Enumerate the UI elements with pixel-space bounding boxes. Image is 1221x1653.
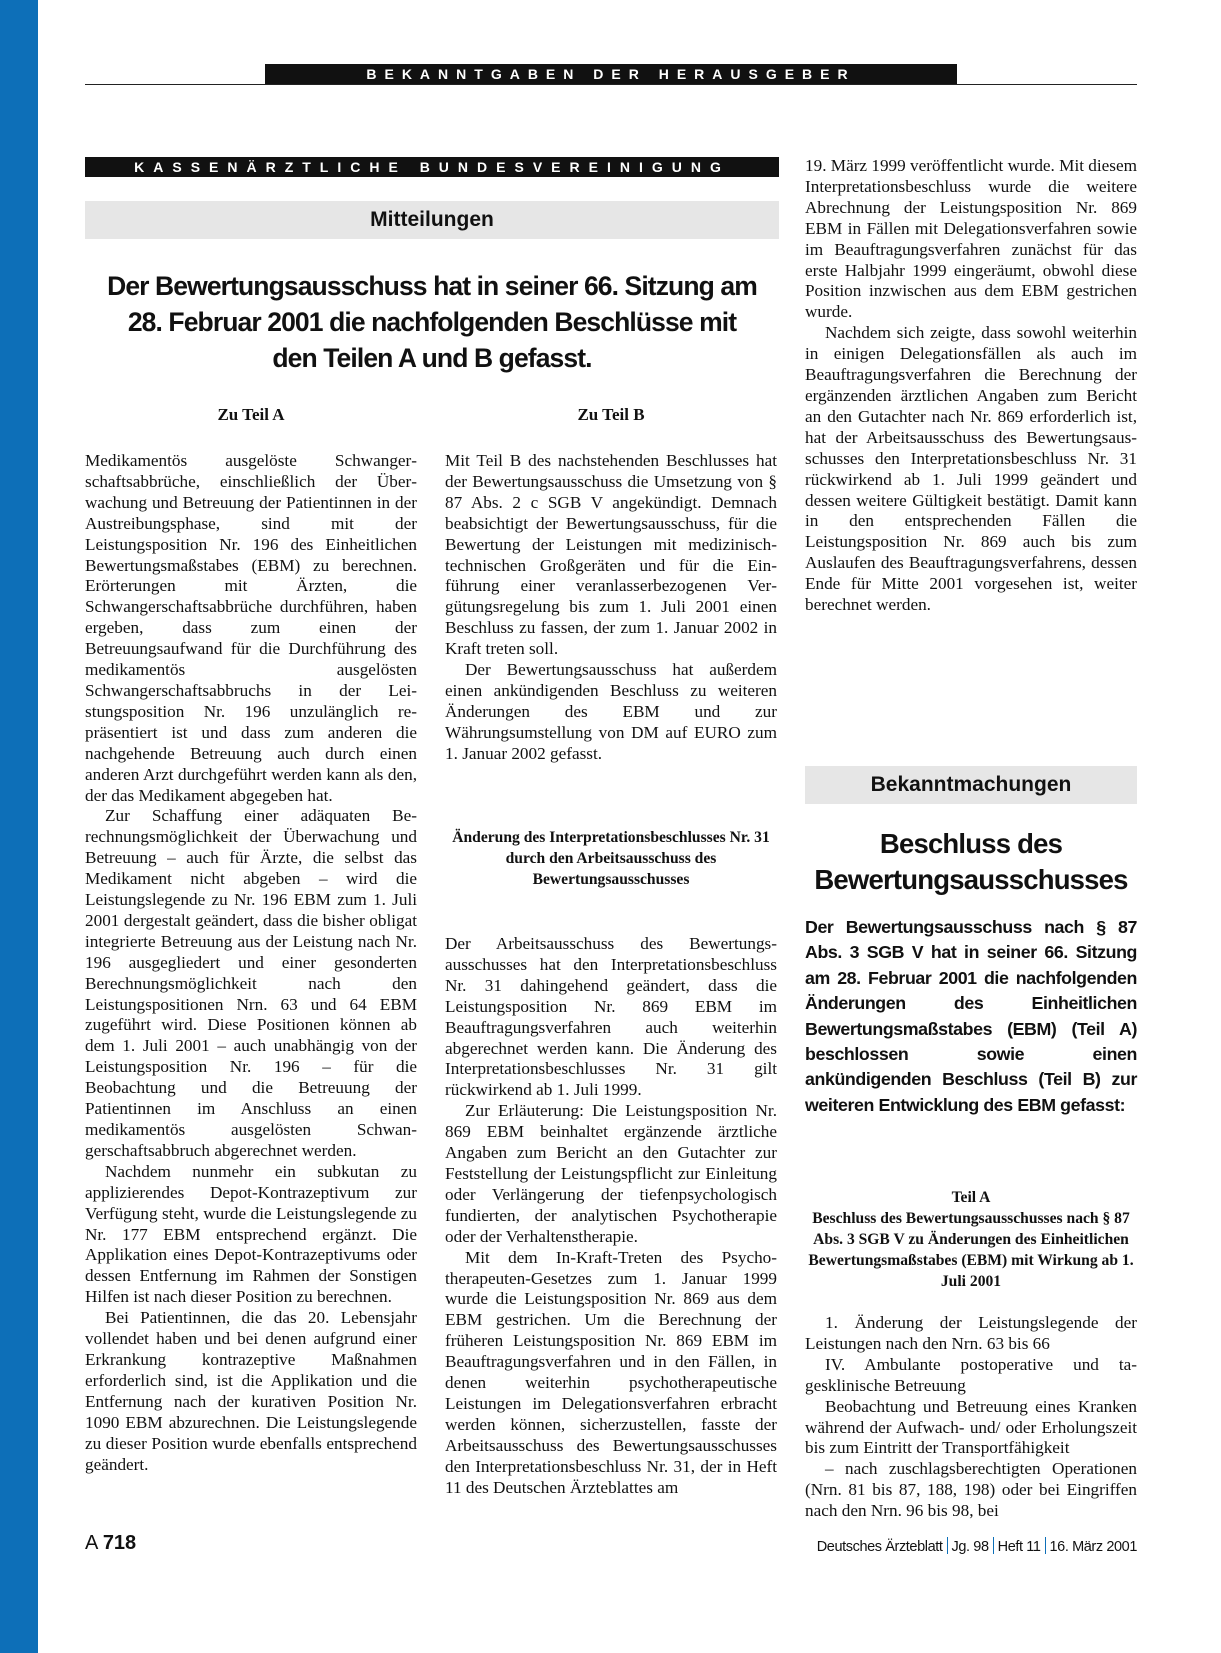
teil-b-text [445,451,777,765]
journal-date: 16. März 2001 [1049,1539,1137,1555]
paragraph: Der Arbeitsausschuss des Bewertungsausschusses hat den Interpretationsbeschluss Nr. 31 dahingehend geändert, dass die Leistungsposition Nr. 869 EBM im Beauftragungsverfahren auch weiterhin abgerechnet werden kann. Die Änderung des Interpretationsbeschlusses Nr. 31 gilt rückwirkend ab 1. Juli 1999. [445,934,777,1100]
teil-a-subheading: Beschluss des Bewertungsausschusses nach § 87 Abs. 3 SGB V zu Änderungen des Einheitlichen Bewertungsmaßstabes (EBM) mit Wirkung ab 1. Juli 2001 [808,1210,1134,1290]
page-number [85,1532,136,1555]
paragraph: 19. März 1999 veröffentlicht wurde. Mit diesem Interpretationsbeschluss wurde die weitere Abrechnung der Leistungsposition Nr. 869 EBM in Fällen mit Delegationsverfahren sowie im Beauftragungsverfahren zunächst für das erste Halbjahr 1999 eingeräumt, obwohl diese Position inzwischen aus dem EBM gestrichen wurde. [805,156,1137,322]
beschluss-title: Beschluss des Bewertungsausschusses [814,828,1128,895]
paragraph: Zur Erläuterung: Die Leistungsposition Nr. 869 EBM beinhaltet ergänzende ärztliche Angaben zum Bericht an den Gutachter zur Feststellung der Leistungspflicht zur Einleitung oder Verlängerung der tiefenpsychologisch fundierten, der analytischen Psychotherapie oder der Verhaltenstherapie. [445,1101,777,1246]
header-rule [85,84,1137,85]
teil-a-beschluss-heading [805,1187,1137,1292]
paragraph: 1. Änderung der Leistungslegende der Leistungen nach den Nrn. 63 bis 66 [805,1313,1137,1353]
journal-issue: Heft 11 [997,1539,1041,1555]
organization-label: KASSENÄRZTLICHE BUNDESVEREINIGUNG [85,157,779,177]
footer-citation [817,1537,1137,1555]
footer-separator [1045,1537,1046,1554]
footer-separator [993,1537,994,1554]
journal-name: Deutsches Ärzteblatt [816,1539,943,1555]
side-color-bar [0,0,38,1653]
interpretation-text [445,934,777,1498]
paragraph: Zur Schaffung einer adäquaten Berechnungsmöglichkeit der Überwachung und Betreuung – auch für Ärzte, die selbst das Medikament nicht abgeben – wird die Leistungslegende zu Nr. 196 EBM zum 1. Juli 2001 dergestalt geändert, dass die bisher obligat integrierte Betreuung aus der Leistung nach Nr. 196 ausgegliedert und einer gesonderten Berechnungsmöglichkeit nach den Leistungspositionen Nrn. 63 und 64 EBM zugeführt wird. Diese Positionen können ab dem 1. Juli 2001 – auch unabhängig von der Leistungsposition Nr. 196 – für die Beobachtung und die Betreuung der Patientinnen im Anschluss an einen medikamentös ausgelösten Schwangerschaftsabbruch abgerechnet werden. [85,806,417,1160]
interpretation-subheading: Änderung des Interpretationsbeschlusses Nr. 31 durch den Arbeitsausschuss des Bewertungsausschusses [452,829,770,888]
paragraph: Mit dem In-Kraft-Treten des Psychotherapeuten-Gesetzes zum 1. Januar 1999 wurde die Leistungsposition Nr. 869 aus dem EBM gestrichen. Um die Berechnung der früheren Leistungsposition Nr. 869 EBM im Beauftragungsverfahren und in den Fällen, in denen weiterhin psychotherapeutische Leistungen im Delegationsverfahren erbracht werden können, sicherzustellen, fasste der Arbeitsausschuss des Bewertungsausschusses den Interpretationsbeschluss Nr. 31, der in Heft 11 des Deutschen Ärzteblattes am [445,1247,777,1497]
right-column-text [805,156,1137,616]
section-label: BEKANNTGABEN DER HERAUSGEBER [265,64,957,84]
teil-b-heading: Zu Teil B [577,405,645,424]
article-headline: Der Bewertungsausschuss hat in seiner 66. Sitzung am 28. Februar 2001 die nachfolgenden Beschlüsse mit den Teilen A und B gefasst. [107,271,757,373]
paragraph: Beobachtung und Betreuung eines Kranken während der Aufwach- und/ oder Erholungszeit bis zum Eintritt der Transportfähigkeit [805,1396,1137,1458]
paragraph: – nach zuschlagsberechtigten Operationen (Nrn. 81 bis 87, 188, 198) oder bei Eingriffen nach den Nrn. 96 bis 98, bei [805,1459,1137,1521]
teil-a-text [85,451,417,1475]
paragraph: Medikamentös ausgelöste Schwangerschaftsabbrüche, einschließlich der Überwachung und Betreuung der Patientinnen in der Austreibungsphase, sind mit der Leistungsposition Nr. 196 des Einheitlichen Bewertungsmaßstabes (EBM) zu berechnen. Erörterungen mit Ärzten, die Schwangerschaftsabbrüche durchführen, haben ergeben, dass zum einen der Betreuungsaufwand für die Durchführung des medikamentös ausgelösten Schwangerschaftsabbruchs in der Leistungsposition Nr. 196 unzulänglich repräsentiert ist und dass zum anderen die nachgehende Betreuung auch durch einen anderen Arzt durchgeführt werden kann als den, der das Medikament abgegeben hat. [85,451,417,805]
teil-a-heading: Zu Teil A [217,405,285,424]
paragraph: Mit Teil B des nachstehenden Beschlusses hat der Bewertungsausschuss die Umsetzung von § 87 Abs. 2 c SGB V angekündigt. Demnach beabsichtigt der Bewertungsausschuss, für die Bewertung der Leistungen mit medizinisch-technischen Großgeräten und für die Einführung einer veranlasserbezogenen Vergütungsregelung bis zum 1. Juli 2001 einen Beschluss zu fassen, der zum 1. Januar 2002 in Kraft treten soll. [445,451,777,659]
footer-separator [947,1537,948,1554]
bekanntmachungen-heading: Bekanntmachungen [805,766,1137,804]
page-prefix: A [85,1532,98,1554]
paragraph: Nachdem nunmehr ein subkutan zu applizierendes Depot-Kontrazeptivum zur Verfügung steht, wurde die Leistungslegende zu Nr. 177 EBM entsprechend ergänzt. Die Applikation eines Depot-Kontrazeptivums oder dessen Entfernung im Rahmen der Sonstigen Hilfen ist nach dieser Position zu berechnen. [85,1161,417,1307]
page-number-value: 718 [102,1532,137,1554]
teil-a-label: Teil A [951,1189,991,1206]
teil-a-beschluss-text [805,1313,1137,1522]
mitteilungen-heading: Mitteilungen [85,201,779,239]
paragraph: Bei Patientinnen, die das 20. Lebensjahr vollendet haben und bei denen aufgrund einer Erkrankung kontrazeptive Maßnahmen erforderlich sind, ist die Applikation und die Entfernung nach der kurativen Position Nr. 1090 EBM abzurechnen. Die Leistungslegende zu dieser Position wurde ebenfalls entsprechend geändert. [85,1308,417,1474]
paragraph: Der Bewertungsausschuss hat außerdem einen ankündigenden Beschluss zu weiteren Änderungen des EBM und zur Währungsumstellung von DM auf EURO zum 1. Januar 2002 gefasst. [445,660,777,763]
paragraph: IV. Ambulante postoperative und tagesklinische Betreuung [805,1354,1137,1395]
journal-volume: Jg. 98 [951,1539,989,1555]
beschluss-lead: Der Bewertungsausschuss nach § 87 Abs. 3 SGB V hat in seiner 66. Sitzung am 28. Februar 2001 die nachfolgenden Änderungen des Einheitlichen Bewertungsmaßstabes (EBM) (Teil A) beschlossen sowie einen ankündigenden Beschluss (Teil B) zur weiteren Entwicklung des EBM gefasst: [805,917,1137,1115]
paragraph: Nachdem sich zeigte, dass sowohl weiterhin in einigen Delegationsfällen als auch im Beauftragungsverfahren die Berechnung der ergänzenden ärztlichen Angaben zum Bericht an den Gutachter nach Nr. 869 erforderlich ist, hat der Arbeitsausschuss des Bewertungsausschusses den Interpretationsbeschluss Nr. 31 rückwirkend ab 1. Juli 1999 geändert und dessen weitere Gültigkeit bestätigt. Damit kann in den entsprechenden Fällen die Leistungsposition Nr. 869 auch bis zum Auslaufen des Beauftragungsverfahrens, dessen Ende für Mitte 2001 vorgesehen ist, weiter berechnet werden. [805,323,1137,615]
